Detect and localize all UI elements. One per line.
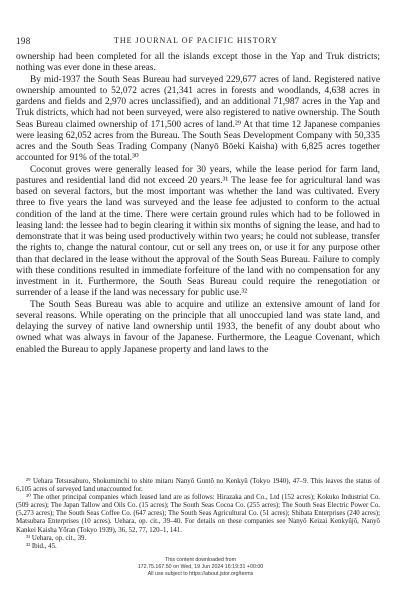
footnote: ³¹ Uehara, op. cit., 39. bbox=[26, 534, 87, 542]
page-number: 198 bbox=[16, 36, 31, 46]
paragraph: Coconut groves were generally leased for 30 years, while the lease period for farm land, pastures and residential land did not exceed 20 years.³¹ The lease fee for agricultural land was based on several factors, but the most important was whether the land was cultivated. Every three to five years the land was surveyed and the lease fee adjusted to conform to the actual condition of the land at the time. There were certain ground rules which had to be followed in leasing land: the lessee had to begin clearing it within six months of signing the lease, and had to demonstrate that it was being used productively within two years; he could not sublease, transfer the rights to, change the natural contour, cut or sell any trees on, or use it for any purpose other than that declared in the lease without the approval of the South Seas Bureau. Failure to comply with these conditions resulted in immediate forfeiture of the land with no compensation for any investment in it. Furthermore, the South Seas Bureau could require the renegotiation or surrender of a lease if the land was necessary for public use.³² bbox=[16, 164, 380, 299]
paragraph: By mid-1937 the South Seas Bureau had surveyed 229,677 acres of land. Registered native ownership amounted to 52,072 acres (21,341 acres in forests and woodlands, 4,638 acres in gardens and fields and 2,970 acres unclassified), and an additional 71,987 acres in the Yap and Truk districts, which had not been surveyed, were also registered to native ownership. The South Seas Bureau claimed ownership of 171,500 acres of land.²⁹ At that time 12 Japanese companies were leasing 62,052 acres from the Bureau. The South Seas Development Company with 50,335 acres and the South Seas Trading Company (Nanyō Bōeki Kaisha) with 6,825 acres together accounted for 91% of the total.³⁰ bbox=[16, 74, 380, 164]
paragraph: The South Seas Bureau was able to acquire and utilize an extensive amount of land for several reasons. While operating on the principle that all unoccupied land was state land, and delaying the survey of native land ownership until 1933, the benefit of any doubt about who owned what was always in favour of the Japanese. Furthermore, the League Covenant, which enabled the Bureau to apply Japanese property and land laws to the bbox=[16, 299, 380, 355]
download-notice-line: 172.75.167.50 on Wed, 19 Jun 2024 16:19:31 +00:00 bbox=[137, 564, 264, 570]
body-text bbox=[16, 52, 380, 356]
footnotes bbox=[16, 478, 380, 551]
footnote: ³⁰ The other principal companies which leased land are as follows: Hirazaka and Co., Ltd (152 acres); Kokuko Industrial Co. (509 acres); The Japan Tallow and Oils Co. (15 acres); The South Seas Cocoa Co. (255 acres); The South Seas Electric Power Co. (5,273 acres); The South Seas Coffee Co. (647 acres); The South Seas Agricultural Co. (51 acres); Shibata Enterprises (240 acres); Matsubara Enterprises (10 acres). Uehara, op. cit., 39–40. For details on these companies see Nanyō Keizai Kenkyūjō, Nanyō Kankei Kaisha Yōran (Tokyo 1939), 36, 52, 77, 120–1, 141. bbox=[16, 494, 380, 534]
footnote: ²⁹ Uehara Tetsusaburo, Shokuminchi to shite mitaru Nanyō Guntō no Kenkyū (Tokyo 1940), 47–9. This leaves the status of 6,105 acres of surveyed land unaccounted for. bbox=[16, 478, 380, 494]
journal-title: THE JOURNAL OF PACIFIC HISTORY bbox=[114, 36, 278, 45]
footnote: ³² Ibid., 45. bbox=[26, 542, 57, 550]
paragraph: ownership had been completed for all the islands except those in the Yap and Truk districts; nothing was ever done in these areas. bbox=[16, 52, 380, 74]
jstor-download-notice bbox=[0, 557, 401, 578]
download-notice-line: This content downloaded from bbox=[165, 557, 236, 563]
terms-link[interactable]: All use subject to https://about.jstor.org/terms bbox=[147, 571, 254, 577]
running-head bbox=[16, 36, 381, 48]
